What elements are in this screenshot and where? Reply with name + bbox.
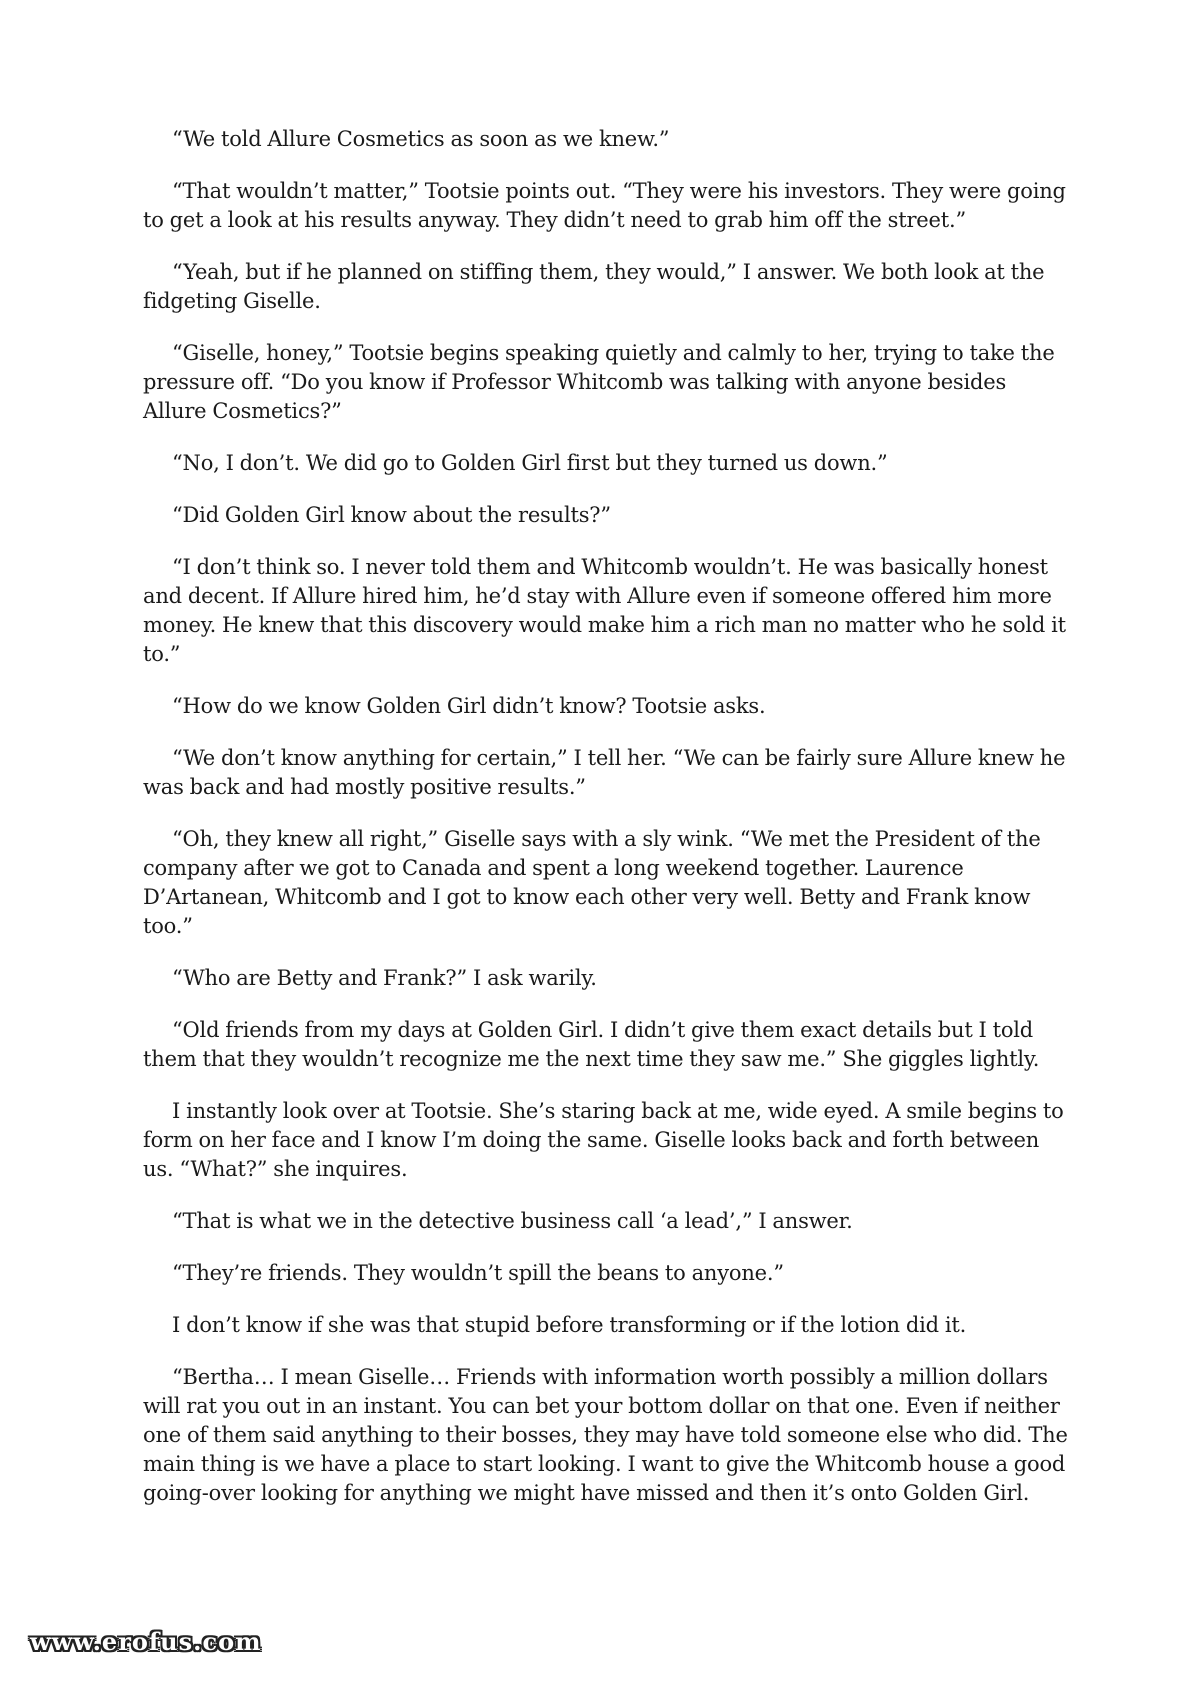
paragraph: “How do we know Golden Girl didn’t know? Tootsie asks. [172,694,766,718]
paragraph: “We told Allure Cosmetics as soon as we knew.” [172,127,670,151]
paragraph: “They’re friends. They wouldn’t spill the beans to anyone.” [172,1261,784,1285]
paragraph: “Oh, they knew all right,” Giselle says with a sly wink. “We met the President of the company after we got to Canada and spent a long weekend together. Laurence D’Artanean, Whitcomb and I got to know each other very well. Betty and Frank know too.” [143,827,1041,938]
paragraph: “Giselle, honey,” Tootsie begins speaking quietly and calmly to her, trying to take the pressure off. “Do you know if Professor Whitcomb was talking with anyone besides Allure Cosmetics?” [143,341,1055,423]
paragraph: “Bertha… I mean Giselle… Friends with information worth possibly a million dollars will rat you out in an instant. You can bet your bottom dollar on that one. Even if neither one of them said anything to their bosses, they may have told someone else who did. The main thing is we have a place to start looking. I want to give the Whitcomb house a good going-over looking for anything we might have missed and then it’s onto Golden Girl. [143,1365,1068,1505]
paragraph: “We don’t know anything for certain,” I tell her. “We can be fairly sure Allure knew he was back and had mostly positive results.” [143,746,1066,799]
paragraph: “No, I don’t. We did go to Golden Girl first but they turned us down.” [172,451,888,475]
paragraph: I instantly look over at Tootsie. She’s staring back at me, wide eyed. A smile begins to form on her face and I know I’m doing the same. Giselle looks back and forth between us. “What?” she inquires. [143,1099,1064,1181]
paragraph: I don’t know if she was that stupid before transforming or if the lotion did it. [172,1313,967,1337]
page-body [143,125,1073,1531]
paragraph: “That wouldn’t matter,” Tootsie points out. “They were his investors. They were going to get a look at his results anyway. They didn’t need to grab him off the street.” [143,179,1066,232]
paragraph: “Who are Betty and Frank?” I ask warily. [172,966,597,990]
paragraph: “I don’t think so. I never told them and Whitcomb wouldn’t. He was basically honest and decent. If Allure hired him, he’d stay with Allure even if someone offered him more money. He knew that this discovery would make him a rich man no matter who he sold it to.” [143,555,1066,666]
site-watermark: www.erofus.com [30,1627,262,1656]
paragraph: “Yeah, but if he planned on stiffing them, they would,” I answer. We both look at the fidgeting Giselle. [143,260,1045,313]
paragraph: “Old friends from my days at Golden Girl. I didn’t give them exact details but I told them that they wouldn’t recognize me the next time they saw me.” She giggles lightly. [143,1018,1040,1071]
paragraph: “That is what we in the detective business call ‘a lead’,” I answer. [172,1209,853,1233]
paragraph: “Did Golden Girl know about the results?” [172,503,611,527]
